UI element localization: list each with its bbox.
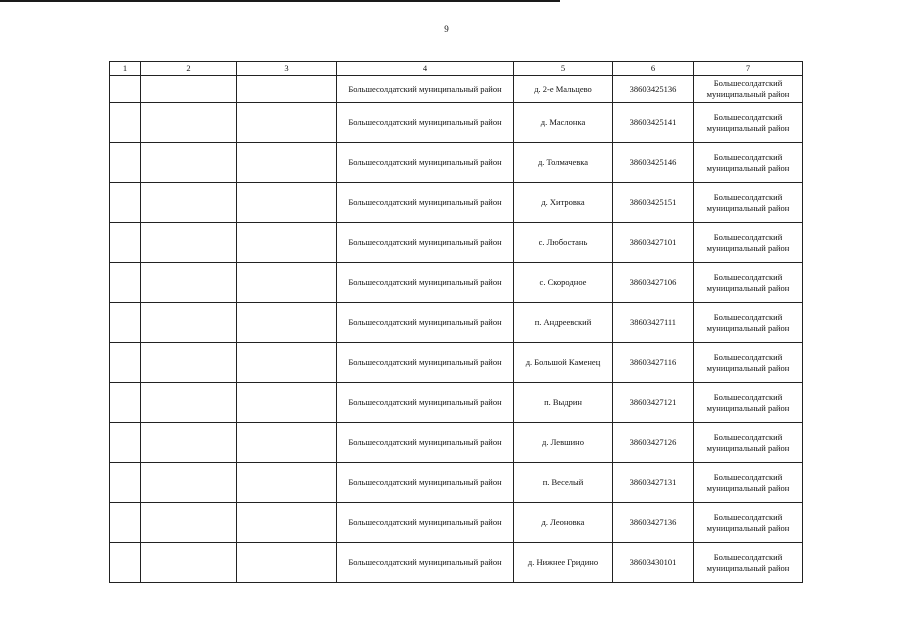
cell-col2 — [141, 183, 237, 223]
cell-col3 — [237, 143, 337, 183]
cell-col1 — [110, 503, 141, 543]
header-row — [110, 62, 803, 76]
cell-col1 — [110, 103, 141, 143]
cell-settlement: д. Хитровка — [514, 183, 613, 223]
cell-settlement: п. Выдрин — [514, 383, 613, 423]
cell-settlement: с. Скородное — [514, 263, 613, 303]
cell-col3 — [237, 423, 337, 463]
cell-district: Большесолдатский муниципальный район — [337, 183, 514, 223]
municipality-line-2: муниципальный район — [706, 402, 790, 413]
municipality-line-2: муниципальный район — [706, 282, 790, 293]
cell-oktmo-code: 38603425151 — [613, 183, 694, 223]
municipality-line-1: Большесолдатский — [713, 231, 783, 242]
municipality-line-2: муниципальный район — [706, 242, 790, 253]
cell-oktmo-code: 38603425136 — [613, 76, 694, 103]
cell-settlement: п. Андреевский — [514, 303, 613, 343]
municipality-line-2: муниципальный район — [706, 362, 790, 373]
cell-district: Большесолдатский муниципальный район — [337, 103, 514, 143]
column-header-7: 7 — [694, 62, 803, 76]
cell-col2 — [141, 423, 237, 463]
municipality-line-2: муниципальный район — [706, 202, 790, 213]
column-header-1: 1 — [110, 62, 141, 76]
cell-col3 — [237, 183, 337, 223]
table-row — [110, 503, 803, 543]
table-row — [110, 383, 803, 423]
cell-municipality — [694, 183, 803, 223]
table-header — [110, 62, 803, 76]
cell-district: Большесолдатский муниципальный район — [337, 343, 514, 383]
cell-col1 — [110, 223, 141, 263]
cell-col2 — [141, 543, 237, 583]
cell-municipality — [694, 303, 803, 343]
municipality-line-1: Большесолдатский — [713, 511, 783, 522]
municipality-line-1: Большесолдатский — [713, 391, 783, 402]
cell-municipality — [694, 223, 803, 263]
municipality-line-1: Большесолдатский — [713, 551, 783, 562]
municipality-line-2: муниципальный район — [706, 562, 790, 573]
settlements-table — [109, 61, 803, 583]
cell-municipality — [694, 543, 803, 583]
cell-oktmo-code: 38603427136 — [613, 503, 694, 543]
column-header-5: 5 — [514, 62, 613, 76]
cell-col2 — [141, 303, 237, 343]
table-row — [110, 103, 803, 143]
cell-municipality — [694, 383, 803, 423]
cell-oktmo-code: 38603425141 — [613, 103, 694, 143]
cell-col3 — [237, 383, 337, 423]
cell-col1 — [110, 143, 141, 183]
municipality-line-2: муниципальный район — [706, 162, 790, 173]
cell-municipality — [694, 463, 803, 503]
municipality-line-2: муниципальный район — [706, 322, 790, 333]
municipality-line-1: Большесолдатский — [713, 351, 783, 362]
cell-municipality — [694, 343, 803, 383]
cell-col3 — [237, 103, 337, 143]
table-row — [110, 343, 803, 383]
cell-oktmo-code: 38603430101 — [613, 543, 694, 583]
table-row — [110, 223, 803, 263]
municipality-line-2: муниципальный район — [706, 522, 790, 533]
municipality-line-1: Большесолдатский — [713, 78, 783, 88]
cell-oktmo-code: 38603427131 — [613, 463, 694, 503]
municipality-line-1: Большесолдатский — [713, 111, 783, 122]
cell-col2 — [141, 76, 237, 103]
table-row — [110, 463, 803, 503]
municipality-line-2: муниципальный район — [706, 89, 790, 99]
cell-oktmo-code: 38603425146 — [613, 143, 694, 183]
cell-col2 — [141, 143, 237, 183]
cell-col3 — [237, 303, 337, 343]
municipality-line-1: Большесолдатский — [713, 151, 783, 162]
cell-col2 — [141, 383, 237, 423]
cell-settlement: д. Большой Каменец — [514, 343, 613, 383]
cell-district: Большесолдатский муниципальный район — [337, 383, 514, 423]
table-row — [110, 263, 803, 303]
cell-col3 — [237, 223, 337, 263]
page-number: 9 — [444, 24, 449, 34]
table-row — [110, 143, 803, 183]
cell-col1 — [110, 183, 141, 223]
cell-municipality — [694, 103, 803, 143]
column-header-4: 4 — [337, 62, 514, 76]
column-header-2: 2 — [141, 62, 237, 76]
cell-col3 — [237, 463, 337, 503]
municipality-line-2: муниципальный район — [706, 122, 790, 133]
municipality-line-2: муниципальный район — [706, 482, 790, 493]
cell-col2 — [141, 343, 237, 383]
cell-col1 — [110, 303, 141, 343]
table-row — [110, 423, 803, 463]
cell-oktmo-code: 38603427101 — [613, 223, 694, 263]
municipality-line-1: Большесолдатский — [713, 271, 783, 282]
cell-oktmo-code: 38603427111 — [613, 303, 694, 343]
table-row — [110, 183, 803, 223]
column-header-6: 6 — [613, 62, 694, 76]
cell-municipality — [694, 423, 803, 463]
cell-col2 — [141, 503, 237, 543]
cell-col1 — [110, 76, 141, 103]
municipality-line-2: муниципальный район — [706, 442, 790, 453]
cell-district: Большесолдатский муниципальный район — [337, 76, 514, 103]
cell-settlement: д. Леоновка — [514, 503, 613, 543]
cell-settlement: д. 2-е Мальцево — [514, 76, 613, 103]
cell-municipality — [694, 263, 803, 303]
cell-settlement: п. Веселый — [514, 463, 613, 503]
table-row — [110, 543, 803, 583]
cell-settlement: д. Маслонка — [514, 103, 613, 143]
cell-oktmo-code: 38603427126 — [613, 423, 694, 463]
cell-district: Большесолдатский муниципальный район — [337, 423, 514, 463]
cell-municipality — [694, 143, 803, 183]
top-border-line — [0, 0, 560, 2]
cell-col3 — [237, 343, 337, 383]
municipality-line-1: Большесолдатский — [713, 431, 783, 442]
cell-settlement: д. Нижнее Гридино — [514, 543, 613, 583]
cell-oktmo-code: 38603427116 — [613, 343, 694, 383]
cell-municipality — [694, 76, 803, 103]
cell-municipality — [694, 503, 803, 543]
municipality-line-1: Большесолдатский — [713, 311, 783, 322]
table-row — [110, 303, 803, 343]
cell-district: Большесолдатский муниципальный район — [337, 463, 514, 503]
municipality-line-1: Большесолдатский — [713, 191, 783, 202]
municipality-line-1: Большесолдатский — [713, 471, 783, 482]
column-header-3: 3 — [237, 62, 337, 76]
cell-col1 — [110, 343, 141, 383]
cell-col1 — [110, 263, 141, 303]
cell-col2 — [141, 263, 237, 303]
table-body — [110, 76, 803, 583]
cell-settlement: с. Любостань — [514, 223, 613, 263]
cell-col2 — [141, 223, 237, 263]
cell-col2 — [141, 103, 237, 143]
cell-col1 — [110, 463, 141, 503]
cell-district: Большесолдатский муниципальный район — [337, 263, 514, 303]
cell-col3 — [237, 503, 337, 543]
table-row — [110, 76, 803, 103]
cell-col2 — [141, 463, 237, 503]
cell-district: Большесолдатский муниципальный район — [337, 543, 514, 583]
cell-district: Большесолдатский муниципальный район — [337, 503, 514, 543]
cell-oktmo-code: 38603427106 — [613, 263, 694, 303]
cell-settlement: д. Толмачевка — [514, 143, 613, 183]
cell-district: Большесолдатский муниципальный район — [337, 223, 514, 263]
cell-settlement: д. Левшино — [514, 423, 613, 463]
cell-district: Большесолдатский муниципальный район — [337, 143, 514, 183]
cell-col3 — [237, 76, 337, 103]
cell-col3 — [237, 543, 337, 583]
cell-col1 — [110, 423, 141, 463]
cell-district: Большесолдатский муниципальный район — [337, 303, 514, 343]
cell-col1 — [110, 383, 141, 423]
cell-oktmo-code: 38603427121 — [613, 383, 694, 423]
cell-col1 — [110, 543, 141, 583]
cell-col3 — [237, 263, 337, 303]
